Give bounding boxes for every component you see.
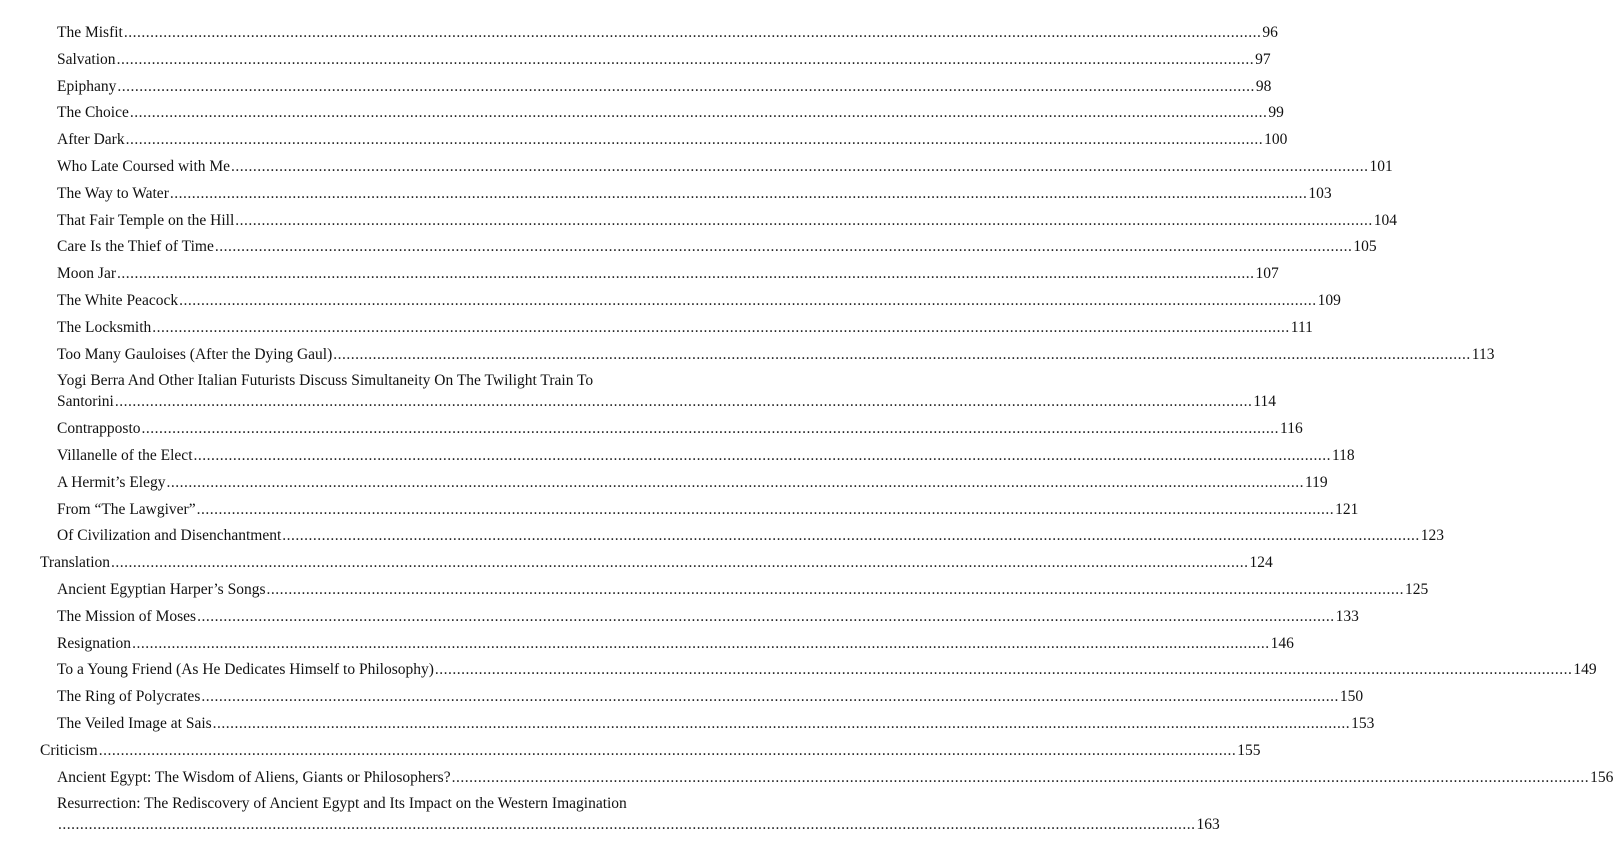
toc-entry[interactable]	[57, 688, 1364, 706]
toc-page-number: 146	[1270, 634, 1294, 652]
toc-entry-title: Translation	[40, 554, 111, 572]
dot-leader: ....................................................................................................................................................................................................................................................................	[166, 473, 1304, 491]
toc-entry[interactable]	[57, 607, 1359, 626]
toc-page-number: 155	[1237, 741, 1261, 759]
toc-entry-title: The Misfit	[57, 24, 123, 41]
toc-entry[interactable]	[57, 634, 1294, 653]
toc-entry[interactable]	[57, 292, 1341, 310]
dot-leader: ....................................................................................................................................................................................................................................................................	[58, 816, 1196, 834]
dot-leader: ....................................................................................................................................................................................................................................................................	[266, 581, 1404, 598]
toc-entry[interactable]	[57, 238, 1377, 256]
dot-leader: ....................................................................................................................................................................................................................................................................	[169, 184, 1308, 202]
toc-entry[interactable]	[57, 393, 1277, 411]
toc-page-number: 109	[1317, 292, 1341, 309]
toc-entry-title: Santorini	[57, 393, 114, 411]
dot-leader: ....................................................................................................................................................................................................................................................................	[214, 238, 1353, 256]
toc-entry[interactable]	[57, 816, 1220, 834]
dot-leader: ....................................................................................................................................................................................................................................................................	[197, 607, 1335, 625]
dot-leader: ....................................................................................................................................................................................................................................................................	[123, 24, 1262, 41]
toc-page-number: 99	[1268, 104, 1284, 122]
toc-page-number: 116	[1280, 420, 1303, 438]
toc-page-number: 153	[1351, 715, 1375, 732]
dot-leader: ....................................................................................................................................................................................................................................................................	[193, 447, 1331, 464]
toc-page-number: 121	[1335, 500, 1359, 518]
dot-leader: ....................................................................................................................................................................................................................................................................	[451, 768, 1590, 786]
toc-page-number: 100	[1264, 131, 1288, 149]
dot-leader: ....................................................................................................................................................................................................................................................................	[116, 265, 1255, 283]
toc-entry-title: Epiphany	[57, 77, 117, 95]
dot-leader: ....................................................................................................................................................................................................................................................................	[235, 211, 1373, 229]
toc-page-number: 103	[1308, 184, 1332, 202]
dot-leader: ....................................................................................................................................................................................................................................................................	[179, 292, 1317, 309]
dot-leader: ....................................................................................................................................................................................................................................................................	[196, 500, 1335, 518]
toc-entry[interactable]	[57, 420, 1303, 438]
toc-entry[interactable]	[57, 768, 1613, 787]
toc-entry-title: The Veiled Image at Sais	[57, 715, 212, 732]
toc-page-number: 125	[1405, 581, 1429, 598]
dot-leader: ....................................................................................................................................................................................................................................................................	[282, 527, 1420, 545]
toc-entry[interactable]	[57, 104, 1284, 122]
toc-section-entry[interactable]	[40, 554, 1273, 572]
dot-leader: ....................................................................................................................................................................................................................................................................	[125, 131, 1264, 149]
toc-page-number: 113	[1471, 345, 1495, 363]
dot-leader: ....................................................................................................................................................................................................................................................................	[116, 50, 1255, 68]
toc-section-entry[interactable]	[40, 741, 1261, 760]
toc-entry-title: The Mission of Moses	[57, 607, 197, 625]
toc-entry-title: Criticism	[40, 741, 98, 759]
toc-entry-title: Contrapposto	[57, 420, 141, 438]
dot-leader: ....................................................................................................................................................................................................................................................................	[114, 393, 1253, 411]
toc-entry[interactable]	[57, 581, 1429, 599]
toc-entry[interactable]	[57, 211, 1398, 230]
toc-page-number: 123	[1420, 527, 1445, 545]
dot-leader: ....................................................................................................................................................................................................................................................................	[152, 318, 1290, 336]
toc-page-number: 111	[1290, 318, 1313, 336]
toc-entry-title: The Locksmith	[57, 318, 152, 336]
toc-entry[interactable]	[57, 131, 1288, 149]
toc-entry-title: The Choice	[57, 104, 129, 122]
dot-leader: ....................................................................................................................................................................................................................................................................	[201, 688, 1339, 706]
toc-entry-title: Ancient Egyptian Harper’s Songs	[57, 581, 266, 598]
toc-page-number: 105	[1353, 238, 1377, 256]
toc-entry[interactable]	[57, 345, 1495, 364]
toc-entry[interactable]	[57, 184, 1332, 203]
toc-entry[interactable]	[57, 318, 1313, 337]
toc-entry-title: Ancient Egypt: The Wisdom of Aliens, Giants or Philosophers?	[57, 768, 451, 786]
toc-entry-title: Of Civilization and Disenchantment	[57, 527, 282, 545]
toc-entry[interactable]	[57, 50, 1271, 69]
toc-entry-title: The Way to Water	[57, 184, 169, 202]
toc-entry[interactable]	[57, 24, 1278, 42]
toc-page-number: 107	[1255, 265, 1279, 283]
toc-entry[interactable]	[57, 473, 1328, 492]
toc-page-number: 124	[1249, 554, 1273, 572]
dot-leader: ....................................................................................................................................................................................................................................................................	[231, 158, 1369, 175]
toc-page-number: 150	[1339, 688, 1364, 706]
toc-page-number: 97	[1255, 50, 1271, 68]
toc-entry-title: Too Many Gauloises (After the Dying Gaul)	[57, 345, 333, 363]
dot-leader: ....................................................................................................................................................................................................................................................................	[212, 715, 1351, 732]
toc-entry[interactable]	[57, 715, 1375, 733]
toc-entry-title: To a Young Friend (As He Dedicates Himself to Philosophy)	[57, 661, 434, 679]
toc-page-number: 104	[1373, 211, 1398, 229]
toc-entry-title: The White Peacock	[57, 292, 179, 309]
dot-leader: ....................................................................................................................................................................................................................................................................	[129, 104, 1268, 122]
dot-leader: ....................................................................................................................................................................................................................................................................	[141, 420, 1280, 438]
toc-page-number: 96	[1262, 24, 1278, 41]
dot-leader: ....................................................................................................................................................................................................................................................................	[98, 741, 1237, 759]
toc-entry-title-line: Resurrection: The Rediscovery of Ancient Egypt and Its Impact on the Western Imagination	[57, 795, 627, 813]
toc-page-number: 156	[1590, 768, 1613, 786]
dot-leader: ....................................................................................................................................................................................................................................................................	[117, 77, 1255, 95]
toc-page-number: 118	[1332, 447, 1355, 464]
toc-page-number: 114	[1253, 393, 1277, 411]
toc-entry-title-line: Yogi Berra And Other Italian Futurists Discuss Simultaneity On The Twilight Train To	[57, 372, 594, 390]
toc-entry[interactable]	[57, 265, 1279, 283]
toc-entry-title: Salvation	[57, 50, 116, 68]
toc-entry-title: Care Is the Thief of Time	[57, 238, 214, 256]
toc-page-number: 98	[1255, 77, 1272, 95]
toc-entry[interactable]	[57, 447, 1355, 465]
toc-entry-title: That Fair Temple on the Hill	[57, 211, 235, 229]
toc-entry-title: From “The Lawgiver”	[57, 500, 196, 518]
toc-entry[interactable]	[57, 158, 1393, 176]
toc-entry-title: Who Late Coursed with Me	[57, 158, 231, 175]
toc-entry[interactable]	[57, 527, 1445, 545]
toc-entry-title: The Ring of Polycrates	[57, 688, 201, 706]
toc-entry[interactable]	[57, 500, 1359, 519]
toc-entry-title: A Hermit’s Elegy	[57, 473, 166, 491]
toc-entry[interactable]	[57, 661, 1597, 679]
toc-page-number: 101	[1369, 158, 1393, 175]
toc-entry-title: After Dark	[57, 131, 125, 149]
toc-page-number: 163	[1196, 816, 1220, 834]
toc-entry-title: Villanelle of the Elect	[57, 447, 193, 464]
toc-page-number: 133	[1335, 607, 1359, 625]
toc-page-number: 149	[1573, 661, 1597, 679]
toc-entry-title: Resignation	[57, 634, 132, 652]
dot-leader: ....................................................................................................................................................................................................................................................................	[132, 634, 1270, 652]
dot-leader: ....................................................................................................................................................................................................................................................................	[333, 345, 1471, 363]
toc-entry[interactable]	[57, 77, 1272, 96]
dot-leader: ....................................................................................................................................................................................................................................................................	[111, 554, 1249, 572]
dot-leader: ....................................................................................................................................................................................................................................................................	[434, 661, 1573, 679]
toc-page-number: 119	[1305, 473, 1328, 491]
toc-entry-title: Moon Jar	[57, 265, 116, 283]
